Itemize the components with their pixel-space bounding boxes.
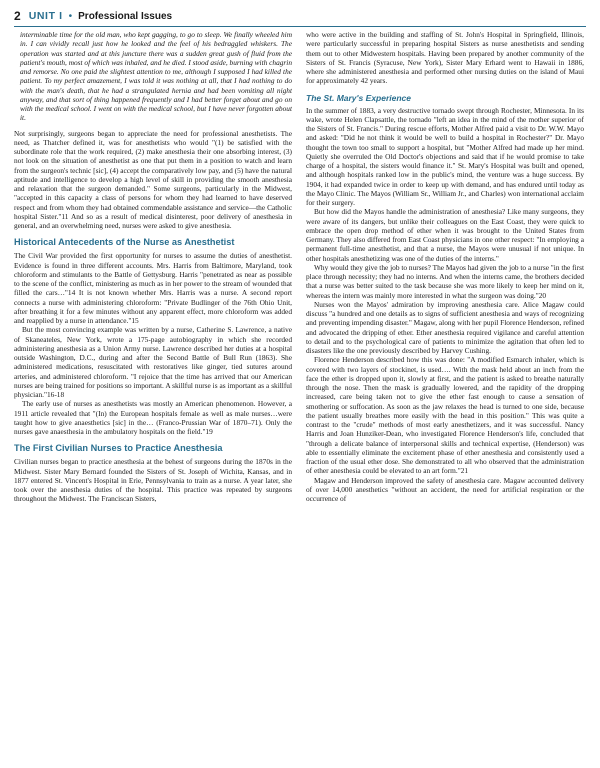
paragraph: Magaw and Henderson improved the safety of anesthesia care. Magaw accounted delivery of over 14,000 anesthetics "without an accident, the need for artificial respiration or the occurrence of <box>306 475 584 503</box>
section-heading-historical: Historical Antecedents of the Nurse as Anesthetist <box>14 237 235 248</box>
paragraph: who were active in the building and staffing of St. John's Hospital in Springfield, Illinois, were particularly successful in preparing hospital Sisters as nurse anesthetists and sending them out to other Midwestern hospitals. Having been prepared by another community of the Sisters of St. Francis (Syracuse, New York), Sister Mary Erhard went to Hawaii in 1886, where she administered anesthesia and performed other nursing duties on the island of Maui for approximately 42 years. <box>306 30 584 86</box>
section-heading-first-civilian: The First Civilian Nurses to Practice Anesthesia <box>14 443 223 454</box>
paragraph: Why would they give the job to nurses? The Mayos had given the job to a nurse "in the first place through necessity; they had no interns. And when the interns came, the brothers decided that a nurse was better suited to the task because she was more likely to keep her mind on it, whereas the intern was mainly more interested in what the surgeon was doing."20 <box>306 262 584 300</box>
left-column <box>14 30 292 762</box>
paragraph: But how did the Mayos handle the administration of anesthesia? Like many surgeons, they were aware of its dangers, but unlike their colleagues on the East Coast, they were quick to embrace the open drop method of ether when it was brought to the United States from Germany. They also differed from East Coast physicians in one other respect: "In employing a permanent full-time anesthetist, and that a nurse, the Mayos were unusual if not unique. In other hospitals anesthetizing was one of the duties of the interns." <box>306 207 584 263</box>
unit-label: UNIT I <box>28 10 63 22</box>
right-column <box>306 30 584 762</box>
paragraph: Florence Henderson described how this was done: "A modified Esmarch inhaler, which is covered with two layers of stockinet, is used…. With the mask held about an inch from the face the ether is dropped upon it, slowly at first, and the patient is asked to breathe naturally through the nose. Then the mask is gradually lowered, and the rapidity of the dropping increased, care being taken not to give the ether fast enough to cause a sensation of smothering or suffocation. As soon as the jaw relaxes the head is turned to one side, because the patient usually breathes more easily with the head in this position." This was quite a contrast to the "crude" methods of most early anesthetizers, and it was successful. Nancy Harris and Joan Hunziker-Dean, who investigated Florence Henderson's life, concluded that "through a delicate balance of interpersonal skills and technical expertise, (Henderson) was able to essentially eliminate the excitement phase of ether anesthesia and consistently used a fraction of the usual ether dose. She demonstrated to all who observed that the administration of ether anesthesia could be elevated to an art form."21 <box>306 355 584 476</box>
paragraph: Not surprisingly, surgeons began to appreciate the need for professional anesthetists. The need, as Thatcher defined it, was for anesthetists who would "(1) be satisfied with the subordinate role that the work required, (2) make anesthesia their one absorbing interest, (3) not look on the situation of anesthetist as one that put them in a position to watch and learn from the surgeon's technic [sic], (4) accept the comparatively low pay, and (5) have the natural aptitude and intelligence to develop a high level of skill in providing the smooth anesthesia and relaxation that the surgeon demanded." Some surgeons, particularly in the Midwest, "accepted in this capacity a class of persons for whom they had learned to have deserved respect and from whom they had obtained commendable assistance and service—the Catholic hospital Sister."11 And so as a result of medical disinterest, poor delivery of anesthesia in general, and an overwhelming need, nurses were asked to give anesthesia. <box>14 128 292 230</box>
page-number: 2 <box>14 9 21 23</box>
paragraph: In the summer of 1883, a very destructive tornado swept through Rochester, Minnesota. In its wake, wrote Helen Clapsattle, the tornado "left an idea in the mind of the mother superior of the Sisters of St. Francis." During rescue efforts, Mother Alfred paid a visit to Dr. W.W. Mayo and asked: "Did he not think it would be well to build a hospital in Rochester?" Dr. Mayo thought the town too small to support a hospital, but "Mother Alfred had made up her mind. Quietly she overruled the Old Doctor's objections and said that if he would promise to take charge of a hospital, the sisters would finance it." St. Mary's Hospital was built and opened, and although hospitals ranked low in the public's mind, the venture was a huge success. By 1904, it had expanded twice in order to keep up with demand, and has endured until today as the Mayo Clinic. The Mayos (William Sr., William Jr., and Charles) won international acclaim for their surgery. <box>306 105 584 207</box>
paragraph: The early use of nurses as anesthetists was mostly an American phenomenon. However, a 1911 article revealed that "(In) the European hospitals female as well as male nurses…were taught how to give anaesthetics [sic] in the… (Franco-Prussian War of 1870–71). Only the nurses gave anaesthesia in the ambulatory hospitals on the field."19 <box>14 399 292 436</box>
header-rule <box>14 26 586 27</box>
header-separator: • <box>68 10 73 22</box>
section-title: Professional Issues <box>78 10 173 22</box>
subsection-heading-st-marys: The St. Mary's Experience <box>306 92 412 103</box>
block-quote: interminable time for the old man, who kept gagging, to go to sleep. We finally wheeled him in. I can vividly recall just how he looked and the feel of his bedraggled whiskers. The operation was started and at this juncture there was a sudden great gush of fluid from the patient's mouth, most of which was inhaled, and he died. I stood aside, burning with chagrin and remorse. No one paid the slightest attention to me, although I supposed I had killed the patient. To my perfect amazement, I was told it was nothing at all, that I had nothing to do with the man's death, that he had a strangulated hernia and had been vomiting all night anyway, and that sort of thing happened frequently and I had better forget about and go on with the medical school. I went on with the medical school, but I have never forgotten about it. <box>20 30 292 123</box>
paragraph: Nurses won the Mayos' admiration by improving anesthesia care. Alice Magaw could discuss "a hundred and one details as to signs of sufficient anesthesia and ways of recognizing and preventing impending disaster." Magaw, along with her pupil Florence Henderson, refined and advocated the dripping of ether. Ether anesthesia required vigilance and careful attention to detail and to the psychological care of patients to minimize the agitation that often led to disasters like the one previously described by Harvey Cushing. <box>306 299 584 355</box>
paragraph: The Civil War provided the first opportunity for nurses to assume the duties of anesthetist. Evidence is found in three different accounts. Mrs. Harris from Baltimore, Maryland, took chloroform and stimulants to the Battle of Gettysburg. Harris "penetrated as near as possible to the scene of the conflict, ministering as much as in her power to the stream of wounded that filled the cars…"14 It is not known whether Mrs. Harris was a nurse. A second report connects a nurse with administering chloroform: "Private Budlinger of the 76th Ohio Unit, after breathing it for a few minutes without any apparent effect, more chloroform was added and reapplied by a nurse in attendance."15 <box>14 251 292 325</box>
paragraph: Civilian nurses began to practice anesthesia at the behest of surgeons during the 1870s in the Midwest. Sister Mary Bernard founded the Sisters of St. Joseph of Wichita, Kansas, and in 1877 entered St. Vincent's Hospital in Erie, Pennsylvania to train as a nurse. A year later, she took over the anesthesia duties of the hospital. This practice was repeated by surgeons throughout the Midwest. The Franciscan Sisters, <box>14 457 292 504</box>
page-header <box>14 6 586 26</box>
paragraph: But the most convincing example was written by a nurse, Catherine S. Lawrence, a native of Skaneateles, New York, wrote a 175-page autobiography in which she recorded administering anesthesia as a Union Army nurse. Lawrence described her duties at a hospital outside Washington, D.C., during and after the Second Battle of Bull Run (1863). She administered medications, resuscitated with restoratives like ginger, tied sutures around arteries, and administered chloroform. "I rejoice that the time has arrived that our American nurses are being trained for positions so important. A skillful nurse is as important as a skillful physician."16-18 <box>14 325 292 399</box>
